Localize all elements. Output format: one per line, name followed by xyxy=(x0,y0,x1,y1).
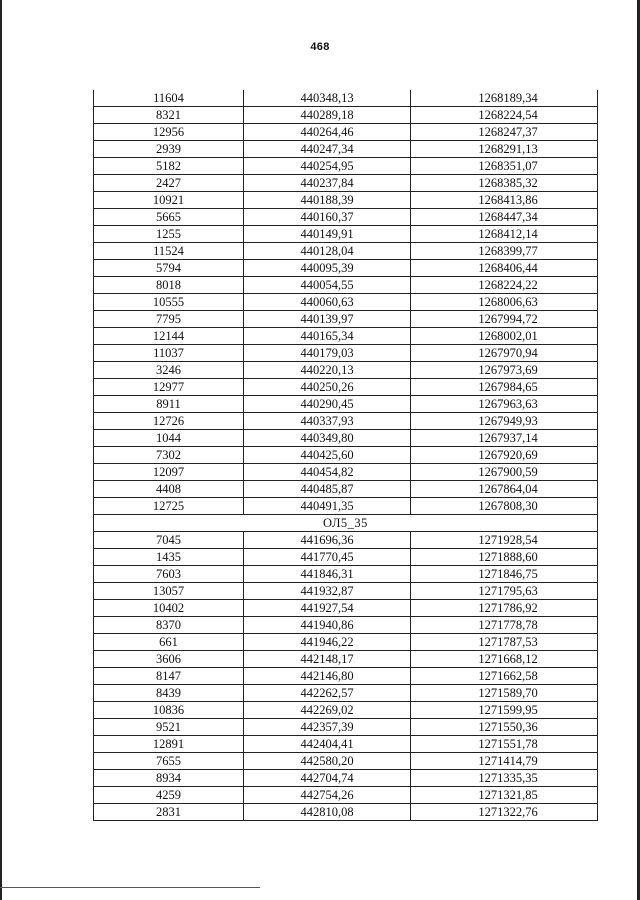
x-coordinate-cell: 440149,91 xyxy=(244,226,411,243)
point-number-cell: 7795 xyxy=(94,311,244,328)
y-coordinate-cell: 1271928,54 xyxy=(411,532,598,549)
y-coordinate-cell: 1268413,86 xyxy=(411,192,598,209)
y-coordinate-cell: 1268247,37 xyxy=(411,124,598,141)
point-number-cell: 5182 xyxy=(94,158,244,175)
table-row xyxy=(94,379,598,396)
y-coordinate-cell: 1267808,30 xyxy=(411,498,598,515)
x-coordinate-cell: 440337,93 xyxy=(244,413,411,430)
y-coordinate-cell: 1268399,77 xyxy=(411,243,598,260)
x-coordinate-cell: 442269,02 xyxy=(244,702,411,719)
y-coordinate-cell: 1271321,85 xyxy=(411,787,598,804)
point-number-cell: 12725 xyxy=(94,498,244,515)
table-row xyxy=(94,736,598,753)
table-row xyxy=(94,464,598,481)
y-coordinate-cell: 1271551,78 xyxy=(411,736,598,753)
point-number-cell: 8321 xyxy=(94,107,244,124)
table-row xyxy=(94,209,598,226)
x-coordinate-cell: 440247,34 xyxy=(244,141,411,158)
x-coordinate-cell: 440348,13 xyxy=(244,90,411,107)
y-coordinate-cell: 1271786,92 xyxy=(411,600,598,617)
x-coordinate-cell: 441696,36 xyxy=(244,532,411,549)
table-row xyxy=(94,447,598,464)
y-coordinate-cell: 1271599,95 xyxy=(411,702,598,719)
x-coordinate-cell: 440128,04 xyxy=(244,243,411,260)
x-coordinate-cell: 442580,20 xyxy=(244,753,411,770)
y-coordinate-cell: 1268412,14 xyxy=(411,226,598,243)
y-coordinate-cell: 1268189,34 xyxy=(411,90,598,107)
table-row xyxy=(94,294,598,311)
y-coordinate-cell: 1267984,65 xyxy=(411,379,598,396)
page-number: 468 xyxy=(310,41,330,53)
point-number-cell: 2427 xyxy=(94,175,244,192)
section-label: ОЛ5_35 xyxy=(94,515,598,532)
point-number-cell: 8934 xyxy=(94,770,244,787)
scan-edge-left xyxy=(0,0,2,900)
point-number-cell: 8147 xyxy=(94,668,244,685)
coordinates-table xyxy=(93,90,598,821)
table-row xyxy=(94,583,598,600)
x-coordinate-cell: 441940,86 xyxy=(244,617,411,634)
x-coordinate-cell: 440139,97 xyxy=(244,311,411,328)
section-row xyxy=(94,515,598,532)
point-number-cell: 12956 xyxy=(94,124,244,141)
table-row xyxy=(94,702,598,719)
point-number-cell: 10555 xyxy=(94,294,244,311)
table-row xyxy=(94,141,598,158)
x-coordinate-cell: 441770,45 xyxy=(244,549,411,566)
y-coordinate-cell: 1268406,44 xyxy=(411,260,598,277)
x-coordinate-cell: 440250,26 xyxy=(244,379,411,396)
y-coordinate-cell: 1267864,04 xyxy=(411,481,598,498)
x-coordinate-cell: 440220,13 xyxy=(244,362,411,379)
x-coordinate-cell: 441927,54 xyxy=(244,600,411,617)
x-coordinate-cell: 441946,22 xyxy=(244,634,411,651)
y-coordinate-cell: 1271888,60 xyxy=(411,549,598,566)
table-row xyxy=(94,260,598,277)
table-row xyxy=(94,668,598,685)
y-coordinate-cell: 1267920,69 xyxy=(411,447,598,464)
point-number-cell: 10402 xyxy=(94,600,244,617)
point-number-cell: 12097 xyxy=(94,464,244,481)
point-number-cell: 3606 xyxy=(94,651,244,668)
point-number-cell: 12977 xyxy=(94,379,244,396)
x-coordinate-cell: 440237,84 xyxy=(244,175,411,192)
table-row xyxy=(94,175,598,192)
table-row xyxy=(94,617,598,634)
x-coordinate-cell: 440179,03 xyxy=(244,345,411,362)
y-coordinate-cell: 1267937,14 xyxy=(411,430,598,447)
point-number-cell: 1255 xyxy=(94,226,244,243)
x-coordinate-cell: 442404,41 xyxy=(244,736,411,753)
table-row xyxy=(94,549,598,566)
table-row xyxy=(94,192,598,209)
table-row xyxy=(94,430,598,447)
point-number-cell: 12144 xyxy=(94,328,244,345)
point-number-cell: 2939 xyxy=(94,141,244,158)
table-row xyxy=(94,753,598,770)
x-coordinate-cell: 442810,08 xyxy=(244,804,411,821)
table-row xyxy=(94,651,598,668)
x-coordinate-cell: 440290,45 xyxy=(244,396,411,413)
point-number-cell: 11037 xyxy=(94,345,244,362)
point-number-cell: 11604 xyxy=(94,90,244,107)
point-number-cell: 1044 xyxy=(94,430,244,447)
table-row xyxy=(94,719,598,736)
table-row xyxy=(94,226,598,243)
point-number-cell: 661 xyxy=(94,634,244,651)
y-coordinate-cell: 1271795,63 xyxy=(411,583,598,600)
table-row xyxy=(94,413,598,430)
y-coordinate-cell: 1271335,35 xyxy=(411,770,598,787)
point-number-cell: 11524 xyxy=(94,243,244,260)
x-coordinate-cell: 442146,80 xyxy=(244,668,411,685)
point-number-cell: 4408 xyxy=(94,481,244,498)
y-coordinate-cell: 1267994,72 xyxy=(411,311,598,328)
table-row xyxy=(94,345,598,362)
y-coordinate-cell: 1271322,76 xyxy=(411,804,598,821)
y-coordinate-cell: 1268224,22 xyxy=(411,277,598,294)
scan-edge-bottom xyxy=(0,887,260,888)
table-row xyxy=(94,311,598,328)
coordinates-table-body xyxy=(94,90,598,821)
point-number-cell: 2831 xyxy=(94,804,244,821)
y-coordinate-cell: 1267963,63 xyxy=(411,396,598,413)
x-coordinate-cell: 441932,87 xyxy=(244,583,411,600)
table-row xyxy=(94,600,598,617)
point-number-cell: 10921 xyxy=(94,192,244,209)
y-coordinate-cell: 1271414,79 xyxy=(411,753,598,770)
table-row xyxy=(94,634,598,651)
x-coordinate-cell: 440289,18 xyxy=(244,107,411,124)
y-coordinate-cell: 1271668,12 xyxy=(411,651,598,668)
point-number-cell: 9521 xyxy=(94,719,244,736)
x-coordinate-cell: 440165,34 xyxy=(244,328,411,345)
y-coordinate-cell: 1268351,07 xyxy=(411,158,598,175)
point-number-cell: 8018 xyxy=(94,277,244,294)
x-coordinate-cell: 442262,57 xyxy=(244,685,411,702)
y-coordinate-cell: 1271550,36 xyxy=(411,719,598,736)
x-coordinate-cell: 440454,82 xyxy=(244,464,411,481)
x-coordinate-cell: 441846,31 xyxy=(244,566,411,583)
y-coordinate-cell: 1268291,13 xyxy=(411,141,598,158)
table-row xyxy=(94,804,598,821)
table-row xyxy=(94,787,598,804)
y-coordinate-cell: 1267970,94 xyxy=(411,345,598,362)
point-number-cell: 7603 xyxy=(94,566,244,583)
point-number-cell: 3246 xyxy=(94,362,244,379)
x-coordinate-cell: 440491,35 xyxy=(244,498,411,515)
y-coordinate-cell: 1271787,53 xyxy=(411,634,598,651)
point-number-cell: 7655 xyxy=(94,753,244,770)
y-coordinate-cell: 1268002,01 xyxy=(411,328,598,345)
table-row xyxy=(94,362,598,379)
point-number-cell: 4259 xyxy=(94,787,244,804)
x-coordinate-cell: 440349,80 xyxy=(244,430,411,447)
point-number-cell: 8370 xyxy=(94,617,244,634)
point-number-cell: 8439 xyxy=(94,685,244,702)
point-number-cell: 10836 xyxy=(94,702,244,719)
y-coordinate-cell: 1268385,32 xyxy=(411,175,598,192)
x-coordinate-cell: 440485,87 xyxy=(244,481,411,498)
y-coordinate-cell: 1271846,75 xyxy=(411,566,598,583)
y-coordinate-cell: 1271589,70 xyxy=(411,685,598,702)
x-coordinate-cell: 442704,74 xyxy=(244,770,411,787)
table-row xyxy=(94,498,598,515)
point-number-cell: 7045 xyxy=(94,532,244,549)
table-row xyxy=(94,532,598,549)
table-row xyxy=(94,328,598,345)
x-coordinate-cell: 440425,60 xyxy=(244,447,411,464)
table-row xyxy=(94,396,598,413)
table-row xyxy=(94,107,598,124)
table-row xyxy=(94,243,598,260)
x-coordinate-cell: 440054,55 xyxy=(244,277,411,294)
table-row xyxy=(94,158,598,175)
x-coordinate-cell: 442357,39 xyxy=(244,719,411,736)
table-row xyxy=(94,685,598,702)
point-number-cell: 12891 xyxy=(94,736,244,753)
y-coordinate-cell: 1267900,59 xyxy=(411,464,598,481)
y-coordinate-cell: 1268006,63 xyxy=(411,294,598,311)
y-coordinate-cell: 1271778,78 xyxy=(411,617,598,634)
x-coordinate-cell: 440264,46 xyxy=(244,124,411,141)
y-coordinate-cell: 1267949,93 xyxy=(411,413,598,430)
x-coordinate-cell: 440095,39 xyxy=(244,260,411,277)
point-number-cell: 1435 xyxy=(94,549,244,566)
x-coordinate-cell: 440160,37 xyxy=(244,209,411,226)
y-coordinate-cell: 1271662,58 xyxy=(411,668,598,685)
x-coordinate-cell: 440254,95 xyxy=(244,158,411,175)
point-number-cell: 12726 xyxy=(94,413,244,430)
x-coordinate-cell: 442148,17 xyxy=(244,651,411,668)
y-coordinate-cell: 1267973,69 xyxy=(411,362,598,379)
point-number-cell: 5665 xyxy=(94,209,244,226)
x-coordinate-cell: 440060,63 xyxy=(244,294,411,311)
x-coordinate-cell: 442754,26 xyxy=(244,787,411,804)
point-number-cell: 7302 xyxy=(94,447,244,464)
table-row xyxy=(94,90,598,107)
point-number-cell: 5794 xyxy=(94,260,244,277)
y-coordinate-cell: 1268447,34 xyxy=(411,209,598,226)
table-row xyxy=(94,566,598,583)
point-number-cell: 8911 xyxy=(94,396,244,413)
x-coordinate-cell: 440188,39 xyxy=(244,192,411,209)
table-row xyxy=(94,481,598,498)
table-row xyxy=(94,770,598,787)
table-row xyxy=(94,277,598,294)
y-coordinate-cell: 1268224,54 xyxy=(411,107,598,124)
point-number-cell: 13057 xyxy=(94,583,244,600)
table-row xyxy=(94,124,598,141)
